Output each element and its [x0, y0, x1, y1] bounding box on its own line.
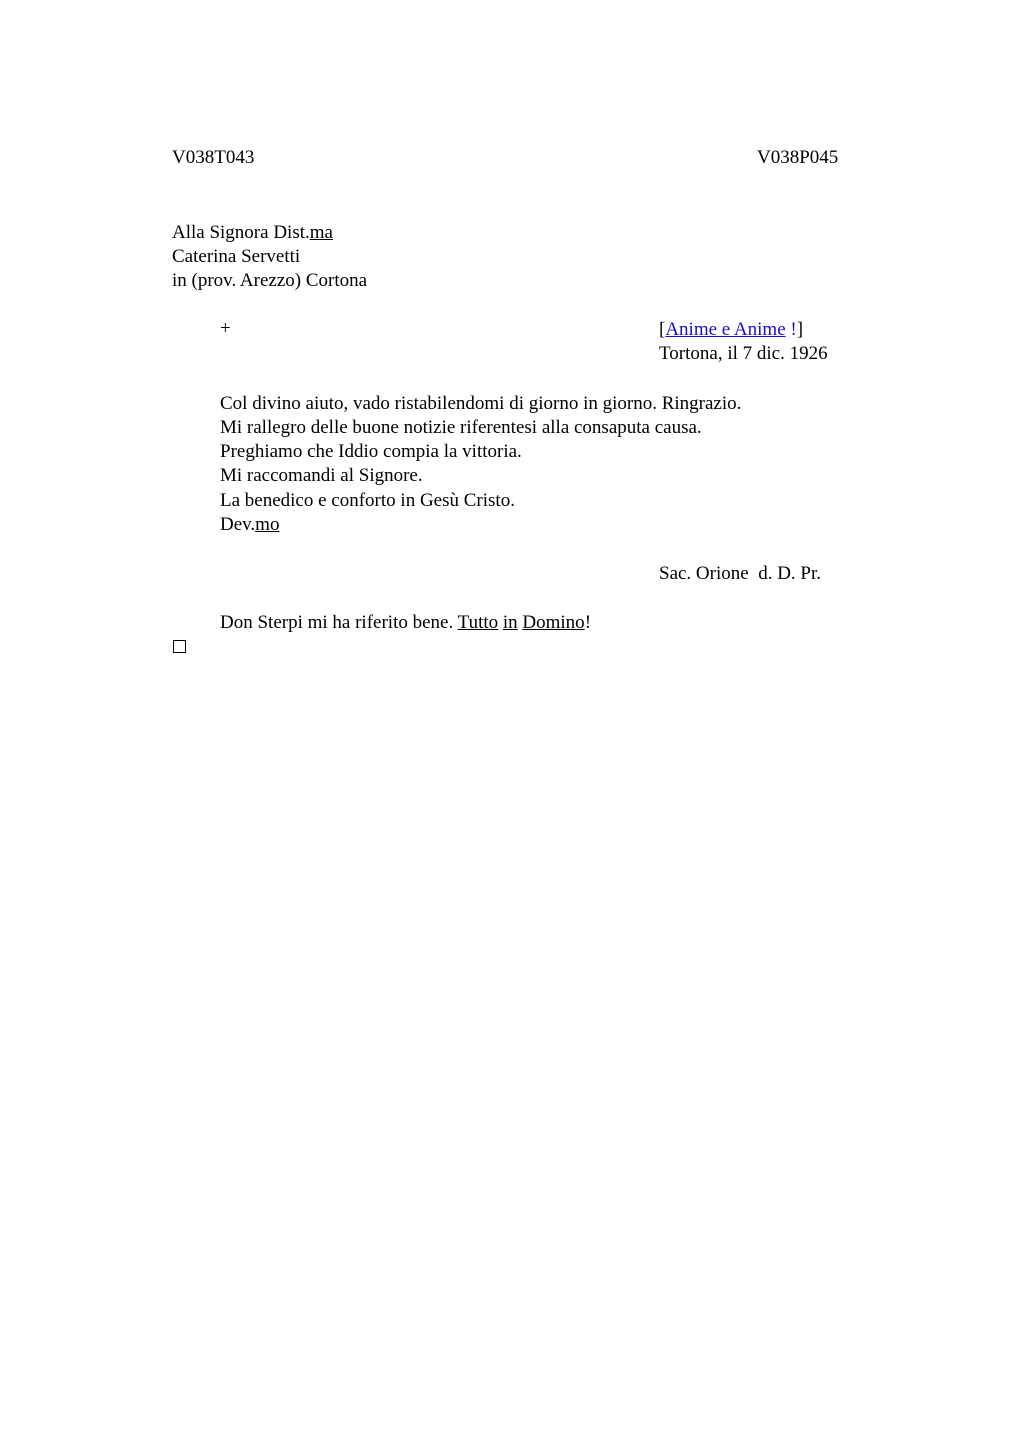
address-line-1 [172, 221, 333, 245]
postscript-end: ! [584, 612, 592, 633]
address-line-1-text: Alla Signora Dist. [172, 222, 310, 243]
signature: Sac. Orione d. D. Pr. [659, 563, 822, 584]
motto-exclamation: ! [790, 319, 797, 340]
motto-close-bracket: ] [796, 319, 804, 340]
postscript-word-in: in [502, 612, 518, 633]
closing-suffix: mo [255, 514, 280, 535]
checkbox[interactable] [173, 640, 186, 653]
header-left-code: V038T043 [172, 147, 255, 168]
body-line-4: Mi raccomandi al Signore. [220, 465, 423, 486]
postscript-word-tutto: Tutto [457, 612, 499, 633]
place-date: Tortona, il 7 dic. 1926 [659, 343, 828, 364]
motto [659, 318, 803, 342]
address-line-2: Caterina Servetti [172, 246, 301, 267]
body-line-3: Preghiamo che Iddio compia la vittoria. [220, 441, 522, 462]
postscript-word-domino: Domino [522, 612, 585, 633]
postscript-text: Don Sterpi mi ha riferito bene. [220, 612, 458, 633]
motto-link[interactable]: Anime e Anime [665, 319, 786, 340]
postscript [220, 611, 591, 635]
header-right-code: V038P045 [757, 147, 839, 168]
closing [220, 513, 279, 537]
body-line-5: La benedico e conforto in Gesù Cristo. [220, 490, 515, 511]
body-line-2: Mi rallegro delle buone notizie riferentesi alla consaputa causa. [220, 417, 702, 438]
motto-open-bracket: [ [659, 319, 666, 340]
cross-symbol: + [220, 318, 231, 339]
closing-text: Dev. [220, 514, 256, 535]
address-line-3: in (prov. Arezzo) Cortona [172, 270, 368, 291]
body-line-1: Col divino aiuto, vado ristabilendomi di giorno in giorno. Ringrazio. [220, 393, 742, 414]
address-line-1-suffix: ma [309, 222, 333, 243]
